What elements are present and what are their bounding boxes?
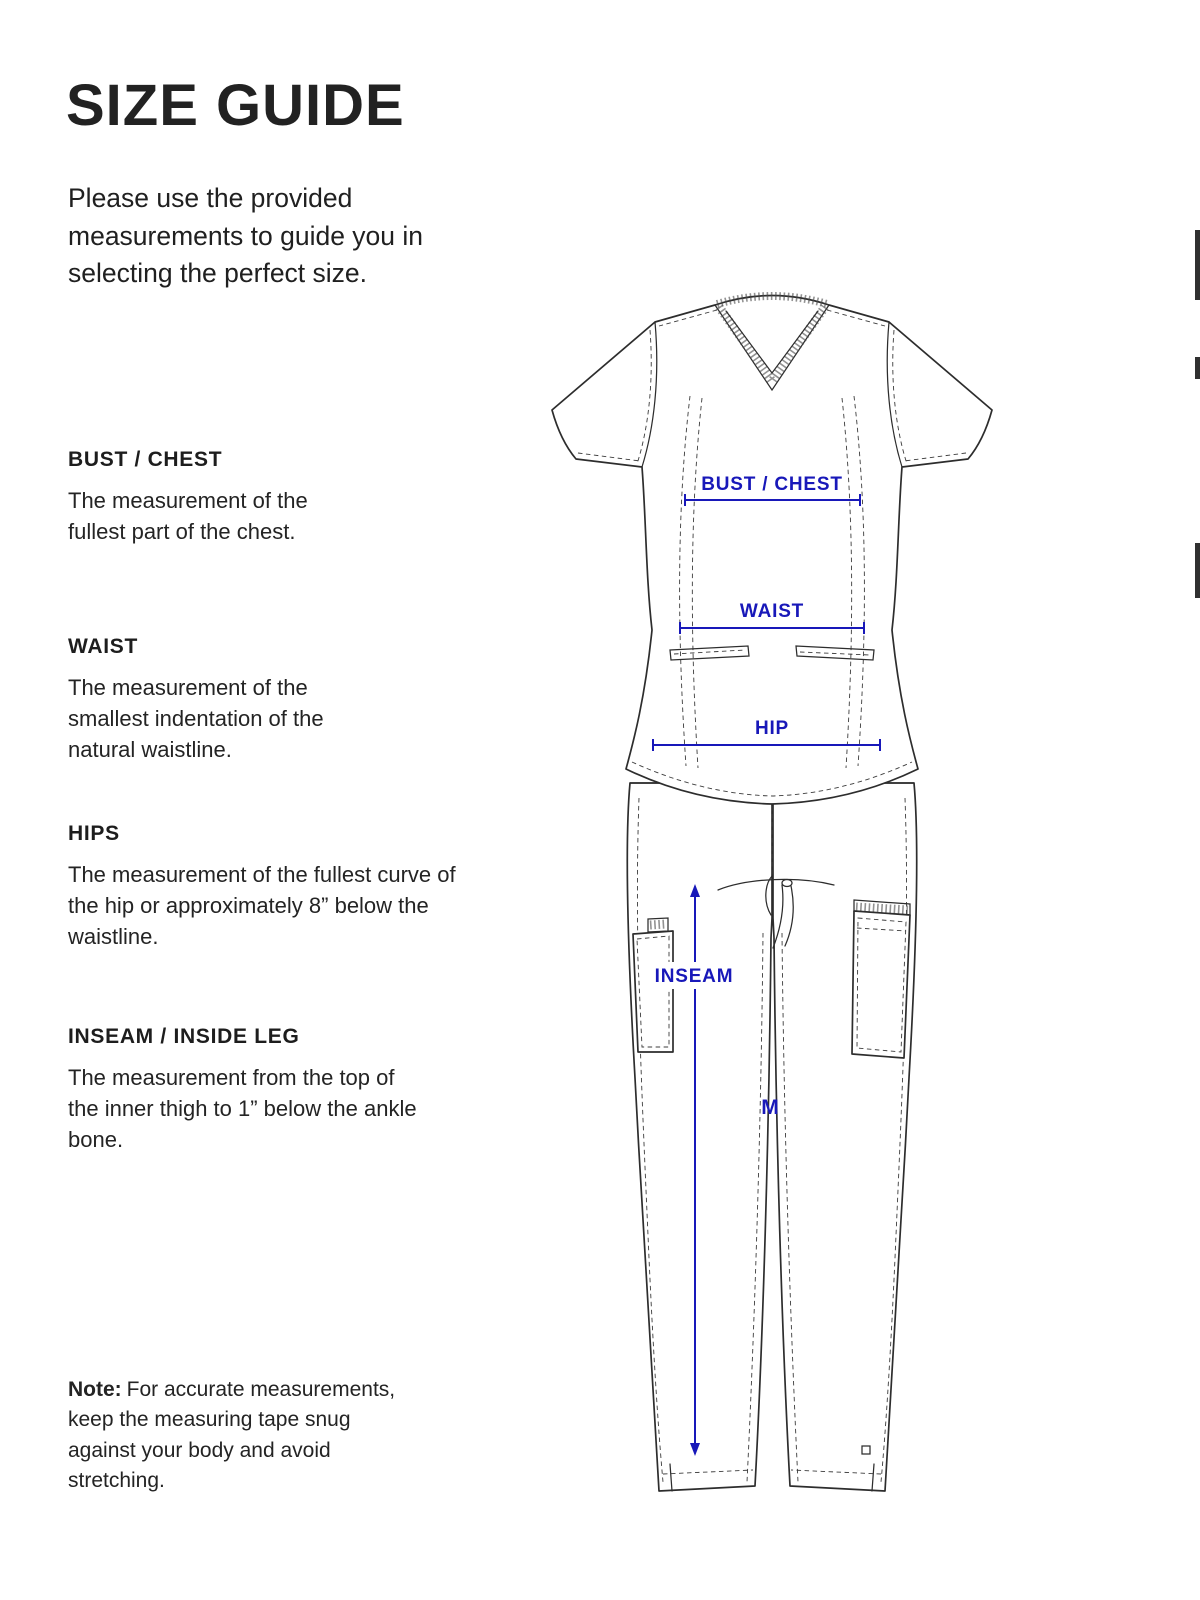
- right-edge-mark-2: [1195, 357, 1200, 379]
- scrub-pants-drawing: [627, 783, 916, 1491]
- measure-body-waist: The measurement of the smallest indentation of the natural waistline.: [68, 675, 324, 762]
- measure-body-inseam: The measurement from the top of the inner thigh to 1” below the ankle bone.: [68, 1065, 417, 1152]
- size-diagram: [542, 278, 1002, 1528]
- inseam-dimension-label: INSEAM: [654, 966, 734, 987]
- measure-heading-waist: WAIST: [68, 635, 138, 658]
- intro-text: Please use the provided measurements to guide you in selecting the perfect size.: [68, 183, 424, 289]
- measure-heading-hips: HIPS: [68, 822, 120, 845]
- waist-dimension-label: WAIST: [739, 601, 805, 622]
- measure-body-hips: The measurement of the fullest curve of the hip or approximately 8” below the waistline.: [68, 862, 456, 949]
- measure-body-bust: The measurement of the fullest part of the chest.: [68, 488, 308, 544]
- page-title: SIZE GUIDE: [66, 73, 405, 138]
- note-text: [68, 1375, 418, 1497]
- note-label: Note:: [68, 1378, 122, 1401]
- right-cargo-pocket: [852, 900, 910, 1058]
- hip-dimension-label: HIP: [754, 718, 790, 739]
- right-edge-mark-1: [1195, 230, 1200, 300]
- size-marker-label: M: [761, 1096, 779, 1119]
- bust-dimension-label: BUST / CHEST: [701, 474, 843, 495]
- right-edge-mark-3: [1195, 543, 1200, 598]
- measure-heading-bust: BUST / CHEST: [68, 448, 223, 471]
- measure-heading-inseam: INSEAM / INSIDE LEG: [68, 1025, 300, 1048]
- note-body: For accurate measurements, keep the measuring tape snug against your body and avoid stretching.: [68, 1378, 396, 1493]
